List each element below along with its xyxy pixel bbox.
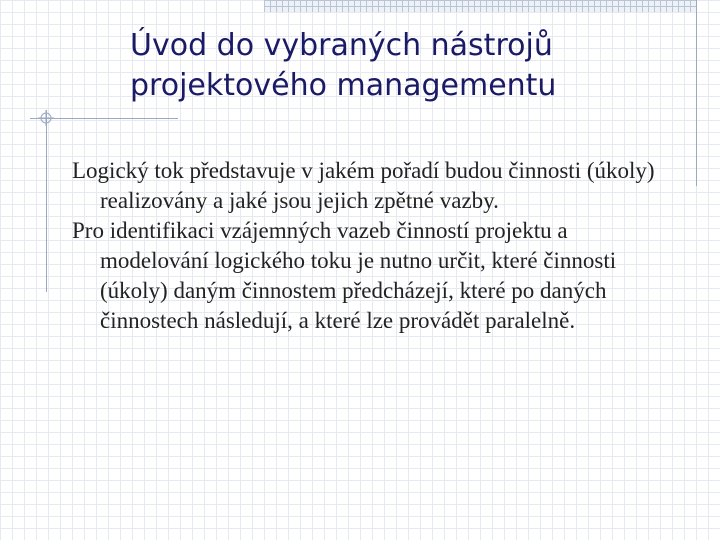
slide-title — [130, 26, 690, 106]
paragraph-logical-flow: Logický tok představuje v jakém pořadí budou činnosti (úkoly) realizovány a jaké jsou jejich zpětné vazby. — [72, 158, 655, 213]
crosshair-icon — [38, 110, 54, 126]
slide-title-line-2: projektového managementu — [130, 68, 557, 103]
right-vertical-rule — [696, 0, 697, 186]
slide-title-line-1: Úvod do vybraných nástrojů — [130, 28, 553, 63]
slide-body — [72, 156, 672, 336]
top-grid-band — [264, 0, 696, 12]
paragraph-identification: Pro identifikaci vzájemných vazeb činností projektu a modelování logického toku je nutno určit, které činnosti (úkoly) daným činnostem předcházejí, které po daných činnostech následují, a které lze provádět paralelně. — [72, 218, 617, 333]
left-vertical-rule — [46, 110, 47, 292]
